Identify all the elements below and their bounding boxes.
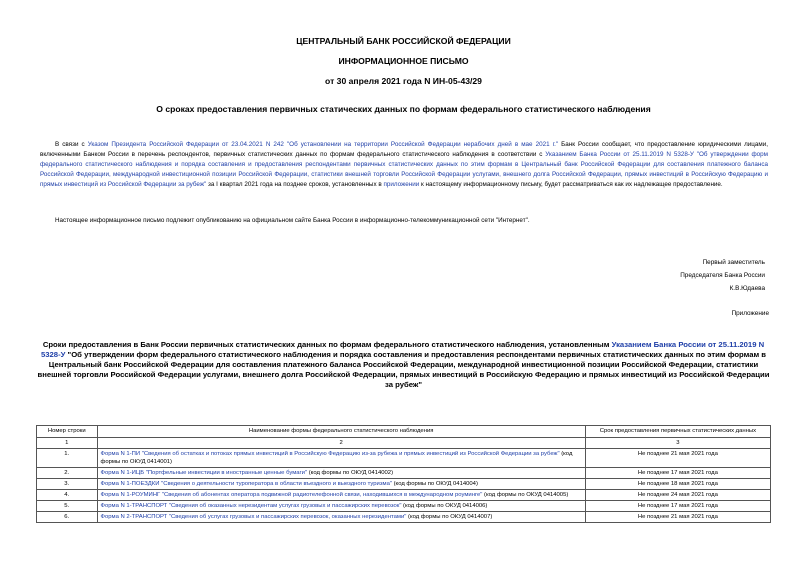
form-link[interactable]: Форма N 1-ПОЕЗДКИ "Сведения о деятельности туроператора в области въездного и выездного туризма" xyxy=(100,481,392,487)
doc-type: ИНФОРМАЦИОННОЕ ПИСЬМО xyxy=(338,56,469,66)
deadlines-table xyxy=(36,425,771,523)
table-index-row xyxy=(37,438,771,449)
appendix-directive-link[interactable]: Указанием Банка России от 25.11.2019 N 5328-У xyxy=(40,340,765,359)
row-number: 4. xyxy=(37,490,98,501)
signature-position-1: Первый заместитель xyxy=(702,259,765,266)
signature-position-2: Председателя Банка России xyxy=(680,272,765,279)
form-code: (код формы по ОКУД 0414007) xyxy=(406,514,493,520)
row-number: 1. xyxy=(37,449,98,468)
appendix-link[interactable]: приложении xyxy=(383,181,420,188)
doc-date-number: от 30 апреля 2021 года N ИН-05-43/29 xyxy=(325,76,482,86)
deadline-cell: Не позднее 21 мая 2021 года xyxy=(585,512,770,523)
deadline-cell: Не позднее 18 мая 2021 года xyxy=(585,479,770,490)
table-row xyxy=(37,479,771,490)
deadline-cell: Не позднее 17 мая 2021 года xyxy=(585,501,770,512)
form-name-cell xyxy=(97,490,585,501)
row-number: 6. xyxy=(37,512,98,523)
form-name-cell xyxy=(97,449,585,468)
appendix-title-text-1: Сроки предоставления в Банк России первичных статистических данных по формам федерального статистического наблюдения, установленным xyxy=(42,340,612,349)
form-name-cell xyxy=(97,479,585,490)
form-name-cell xyxy=(97,512,585,523)
col-header-number: Номер строки xyxy=(37,426,98,438)
col-header-deadline: Срок предоставления первичных статистических данных xyxy=(585,426,770,438)
form-link[interactable]: Форма N 1-РОУМИНГ "Сведения об абонентах оператора подвижной радиотелефонной связи, находившихся в международном роуминге" xyxy=(100,492,483,498)
form-code: (код формы по ОКУД 0414004) xyxy=(391,481,478,487)
directive-link[interactable]: Указанием Банка России от 25.11.2019 N 5328-У "Об утверждении форм федерального статистического наблюдения и порядка составления и предоставления респондентами первичных статистических данных по этим формам в Центральный банк Российской Федерации для составления платежного баланса Российской Федерации, международной инвестиционной позиции Российской Федерации, статистики внешней торговли Российской Федерации услугами, внешнего долга Российской Федерации, прямых инвестиций в Российскую Федерацию и прямых инвестиций из Российской Федерации за рубеж" xyxy=(40,151,768,188)
table-row xyxy=(37,512,771,523)
form-link[interactable]: Форма N 1-ПИ "Сведения об остатках и потоках прямых инвестиций в Российскую Федерацию из-за рубежа и прямых инвестиций из Российской Федерации за рубеж" xyxy=(100,451,560,457)
deadline-cell: Не позднее 24 мая 2021 года xyxy=(585,490,770,501)
form-link[interactable]: Форма N 1-ИЦБ "Портфельные инвестиции в иностранные ценные бумаги" xyxy=(100,470,308,476)
org-title: ЦЕНТРАЛЬНЫЙ БАНК РОССИЙСКОЙ ФЕДЕРАЦИИ xyxy=(296,36,511,46)
form-name-cell xyxy=(97,501,585,512)
index-cell: 1 xyxy=(37,438,98,449)
p1-text-4: к настоящему информационному письму, будет рассматриваться как их надлежащее предоставление. xyxy=(419,181,723,188)
deadline-cell: Не позднее 21 мая 2021 года xyxy=(585,449,770,468)
appendix-title xyxy=(36,340,771,390)
index-cell: 3 xyxy=(585,438,770,449)
row-number: 2. xyxy=(37,468,98,479)
form-link[interactable]: Форма N 1-ТРАНСПОРТ "Сведения об оказанных нерезидентам услугах грузовых и пассажирских перевозок" xyxy=(100,503,402,509)
form-code: (код формы по ОКУД 0414001) xyxy=(100,451,573,465)
form-code: (код формы по ОКУД 0414006) xyxy=(401,503,488,509)
table-row xyxy=(37,468,771,479)
body-paragraph-2: Настоящее информационное письмо подлежит опубликованию на официальном сайте Банка России в информационно-телекоммуникационной сети "Интернет". xyxy=(55,217,530,224)
decree-link[interactable]: Указом Президента Российской Федерации от 23.04.2021 N 242 "Об установлении на территории Российской Федерации нерабочих дней в мае 2021 г." xyxy=(87,141,559,148)
deadline-cell: Не позднее 17 мая 2021 года xyxy=(585,468,770,479)
index-cell: 2 xyxy=(97,438,585,449)
appendix-title-text-2: "Об утверждении форм федерального статистического наблюдения и порядка составления и предоставления респондентами первичных статистических данных по этим формам в Центральный банк Российской Федерации для составления платежного баланса Российской Федерации, международной инвестиционной позиции Российской Федерации, статистики внешней торговли Российской Федерации услугами, внешнего долга Российской Федерации, прямых инвестиций в Российскую Федерацию и прямых инвестиций из Российской Федерации за рубеж" xyxy=(37,350,770,389)
table-header-row xyxy=(37,426,771,438)
appendix-label: Приложение xyxy=(731,310,769,317)
table-row xyxy=(37,490,771,501)
signature-name: К.В.Юдаева xyxy=(729,285,765,292)
form-code: (код формы по ОКУД 0414002) xyxy=(307,470,394,476)
table-row xyxy=(37,501,771,512)
row-number: 5. xyxy=(37,501,98,512)
p1-text-1: В связи с xyxy=(55,141,88,148)
body-paragraph-1 xyxy=(40,140,768,190)
p1-text-3: за I квартал 2021 года на позднее сроков, установленных в xyxy=(206,181,384,188)
form-link[interactable]: Форма N 2-ТРАНСПОРТ "Сведения об услугах грузовых и пассажирских перевозок, оказанных нерезидентами" xyxy=(100,514,407,520)
doc-subject: О сроках предоставления первичных статических данных по формам федерального статистического наблюдения xyxy=(156,104,651,114)
form-name-cell xyxy=(97,468,585,479)
p1-text-2: Банк России сообщает, что предоставление юридическими лицами, включенными Банком России в перечень респондентов, первичных статистических данных по формам федерального статистического наблюдения в соответствии с xyxy=(40,141,768,158)
form-code: (код формы по ОКУД 0414005) xyxy=(482,492,569,498)
col-header-form: Наименование формы федерального статистического наблюдения xyxy=(97,426,585,438)
signature-block xyxy=(680,256,765,295)
row-number: 3. xyxy=(37,479,98,490)
table-row xyxy=(37,449,771,468)
